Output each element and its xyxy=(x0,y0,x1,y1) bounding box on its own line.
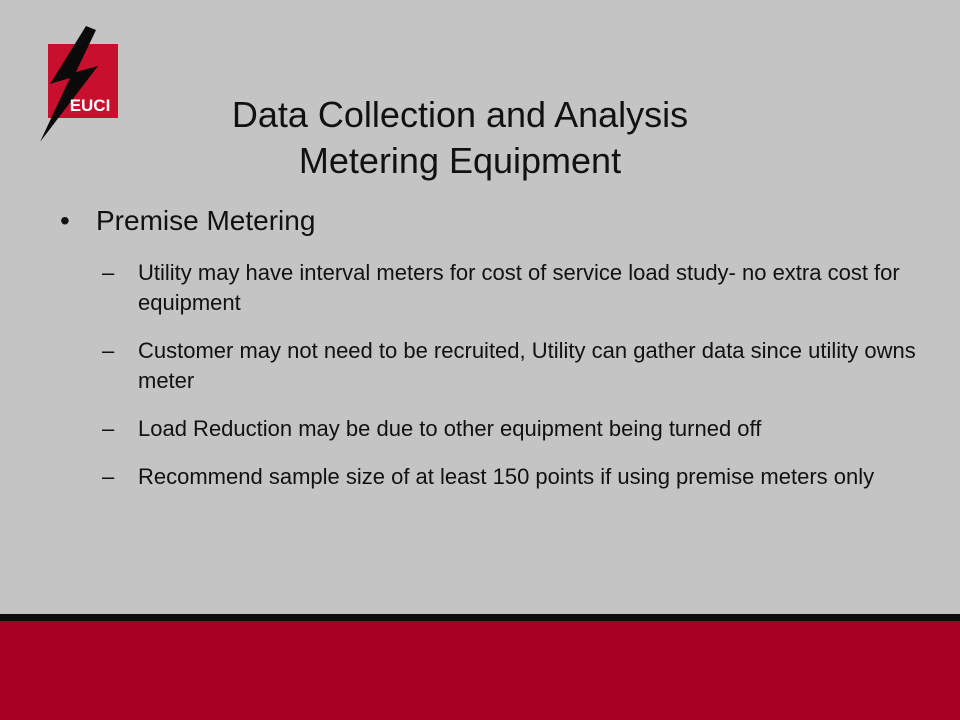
sub-bullet-text: Utility may have interval meters for cost of service load study- no extra cost for equipment xyxy=(138,260,900,315)
sub-bullet xyxy=(102,258,920,318)
title-line-2: Metering Equipment xyxy=(298,140,622,181)
sub-bullet-list xyxy=(102,258,920,492)
footer-bar xyxy=(0,621,960,720)
sub-bullet xyxy=(102,462,920,492)
sub-bullet xyxy=(102,414,920,444)
lightning-bolt-icon xyxy=(36,26,122,144)
euci-logo xyxy=(36,26,122,144)
bullet-premise-metering xyxy=(60,202,920,240)
dash-mark: – xyxy=(102,416,115,441)
dash-mark: – xyxy=(102,260,115,285)
slide-title xyxy=(150,92,770,184)
slide-content xyxy=(60,202,920,510)
sub-bullet-text: Customer may not need to be recruited, Utility can gather data since utility owns meter xyxy=(138,338,916,393)
footer-divider xyxy=(0,614,960,621)
logo-text: EUCI xyxy=(69,96,111,115)
title-line-1: Data Collection and Analysis xyxy=(231,94,689,135)
bullet-dot: • xyxy=(60,205,70,236)
sub-bullet-text: Load Reduction may be due to other equipment being turned off xyxy=(138,416,762,441)
dash-mark: – xyxy=(102,338,115,363)
sub-bullet-text: Recommend sample size of at least 150 points if using premise meters only xyxy=(138,464,875,489)
bullet-label: Premise Metering xyxy=(96,205,316,236)
sub-bullet xyxy=(102,336,920,396)
dash-mark: – xyxy=(102,464,115,489)
